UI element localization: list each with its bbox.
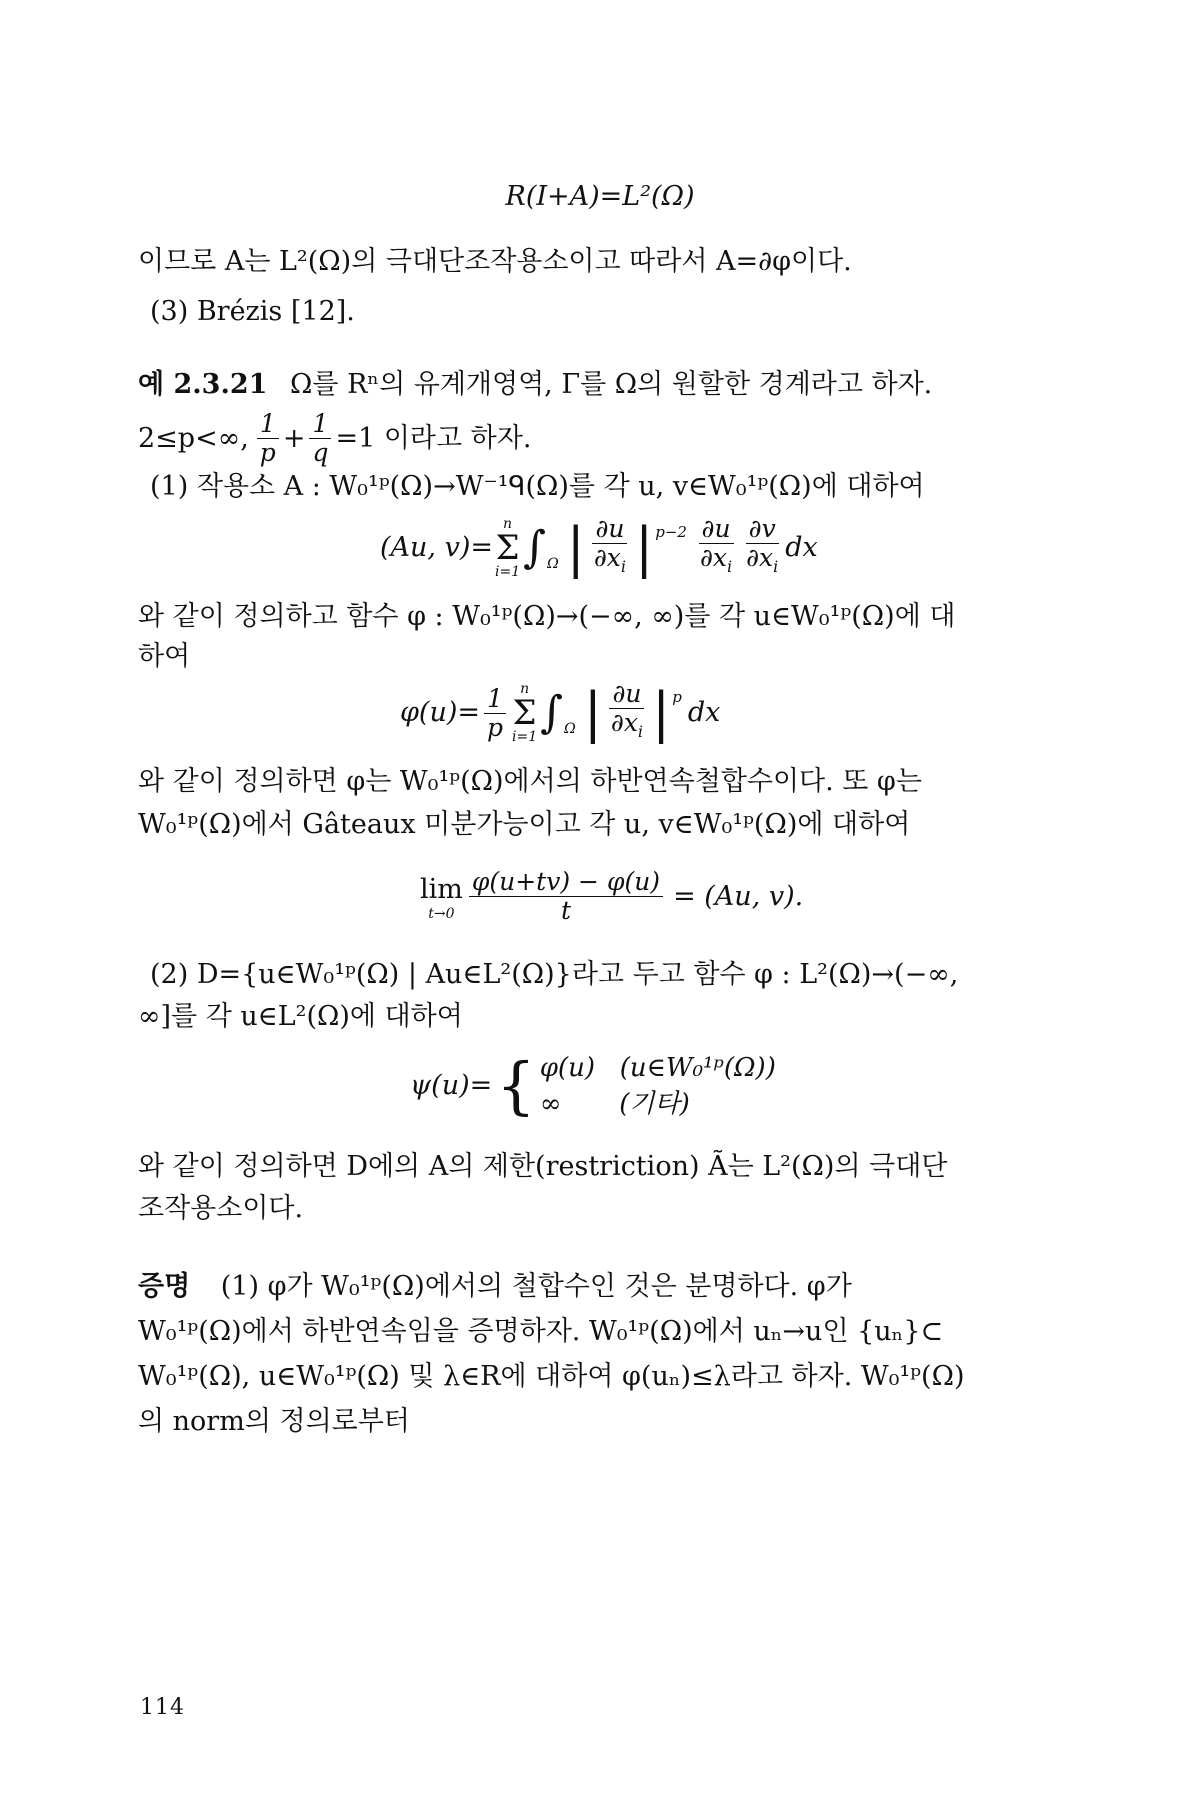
eq-lim-right: = (Au, v). — [673, 880, 804, 912]
eq-lim-denominator: t — [560, 896, 571, 925]
eq-lim-numerator: φ(u+tv) − φ(u) — [469, 868, 663, 897]
eq-psi-case-2: ∞ (기타) — [539, 1089, 690, 1119]
proof-line-2: W₀¹ᵖ(Ω)에서 하반연속임을 증명하자. W₀¹ᵖ(Ω)에서 uₙ→u인 {uₙ}⊂ — [138, 1316, 944, 1347]
sum-symbol: n Σ i=1 — [495, 516, 521, 580]
proof-line-1 — [138, 1270, 1058, 1304]
text-hayeo: 하여 — [138, 641, 191, 672]
item2-line-1: (2) D={u∈W₀¹ᵖ(Ω) | Au∈L²(Ω)}라고 두고 함수 φ : L²(Ω)→(−∞, — [150, 959, 959, 990]
equation-psi: ψ(u)= { φ(u) (u∈W₀¹ᵖ(Ω)) ∞ (기타) — [410, 1049, 776, 1122]
proof-text-1: (1) φ가 W₀¹ᵖ(Ω)에서의 철합수인 것은 분명하다. φ가 — [220, 1271, 852, 1302]
proof-line-4: 의 norm의 정의로부터 — [138, 1406, 410, 1437]
page-number: 114 — [140, 1695, 185, 1720]
reference-brezis: (3) Brézis [12]. — [150, 296, 355, 327]
condition-suffix: =1 이라고 하자. — [335, 422, 532, 454]
condition-prefix: 2≤p<∞, — [138, 422, 249, 454]
fraction-1-over-q: $\frac{1}{q}$ — [309, 410, 331, 467]
text-lsc-2: W₀¹ᵖ(Ω)에서 Gâteaux 미분가능이고 각 u, v∈W₀¹ᵖ(Ω)에 대하여 — [138, 809, 911, 840]
eq-Au-right: dx — [785, 532, 818, 563]
proof-label: 증명 — [138, 1271, 191, 1302]
eq-phi-left: φ(u)= — [400, 697, 480, 728]
example-label: 예 2.3.21 — [138, 369, 268, 400]
eq-psi-case-1: φ(u) (u∈W₀¹ᵖ(Ω)) — [539, 1053, 776, 1083]
example-text: Ω를 Rⁿ의 유계개영역, Γ를 Ω의 원할한 경계라고 하자. — [290, 369, 933, 400]
example-condition-line: 2≤p<∞, $\frac{1}{p}$ + $\frac{1}{q}$ =1 이라고 하자. — [138, 409, 532, 467]
text-max-monotone: 이므로 A는 L²(Ω)의 극대단조작용소이고 따라서 A=∂φ이다. — [138, 246, 852, 277]
item1-line: (1) 작용소 A : W₀¹ᵖ(Ω)→W⁻¹ᑫ(Ω)를 각 u, v∈W₀¹ᵖ(Ω)에 대하여 — [150, 471, 925, 502]
equation-phi: φ(u)= $\frac{1}{p}$ n Σ i=1 ∫ Ω | $\frac{\partial u}{\partial x_i}$ | p dx — [400, 679, 721, 745]
integral-symbol: ∫ — [523, 522, 547, 573]
example-heading-line — [138, 368, 1058, 402]
text-define-phi: 와 같이 정의하고 함수 φ : W₀¹ᵖ(Ω)→(−∞, ∞)를 각 u∈W₀¹ᵖ(Ω)에 대 — [138, 601, 956, 632]
equation-range: R(I+A)=L²(Ω) — [505, 181, 695, 212]
equation-Au: (Au, v)= n Σ i=1 ∫ Ω | $\frac{\partial u}{\partial x_i}$ | p−2 $\frac{\partial u}{\partial x_i}$ $\frac{\partial v}{\partial x_i}$ dx — [380, 514, 818, 580]
text-restriction-1: 와 같이 정의하면 D에의 A의 제한(restriction) Ã는 L²(Ω)의 극대단 — [138, 1151, 948, 1182]
proof-line-3: W₀¹ᵖ(Ω), u∈W₀¹ᵖ(Ω) 및 λ∈R에 대하여 φ(uₙ)≤λ라고 하자. W₀¹ᵖ(Ω) — [138, 1361, 965, 1392]
eq-Au-left: (Au, v)= — [380, 532, 493, 563]
text-lsc-1: 와 같이 정의하면 φ는 W₀¹ᵖ(Ω)에서의 하반연속철합수이다. 또 φ는 — [138, 766, 922, 797]
equation-limit — [420, 868, 803, 925]
eq-psi-left: ψ(u)= — [410, 1070, 493, 1101]
lim-operator: lim t→0 — [420, 873, 463, 922]
eq-phi-right: dx — [687, 697, 721, 728]
fraction-1-over-p: $\frac{1}{p}$ — [257, 410, 279, 467]
text-restriction-2: 조작용소이다. — [138, 1193, 304, 1224]
item2-line-2: ∞]를 각 u∈L²(Ω)에 대하여 — [138, 1001, 463, 1032]
